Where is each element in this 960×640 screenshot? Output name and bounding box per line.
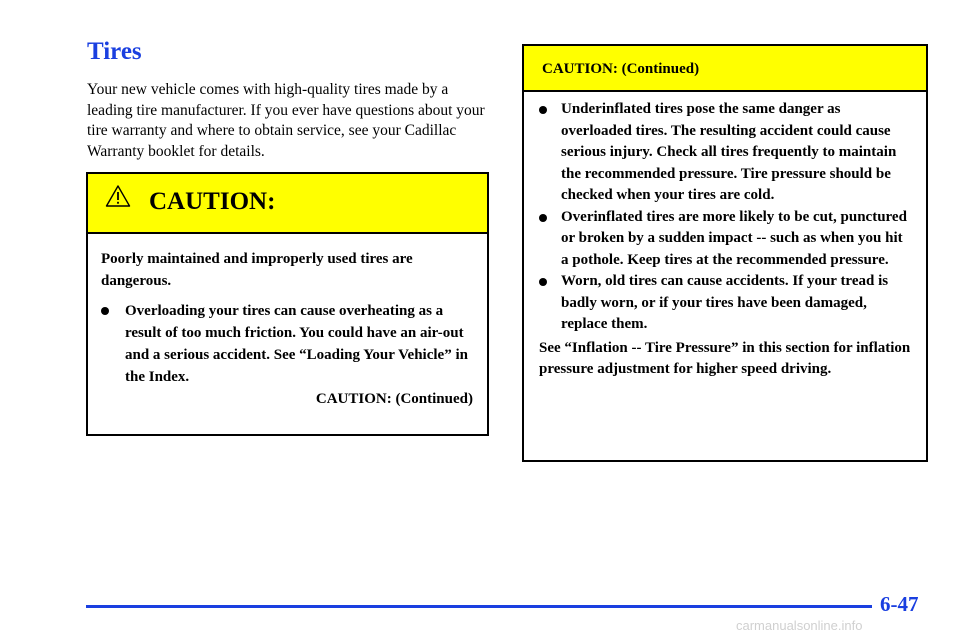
bullet-dot-icon: [539, 106, 547, 114]
caution-continued-heading: CAUTION: (Continued): [542, 61, 700, 77]
caution-header: [88, 174, 487, 234]
caution-bullet: [539, 99, 912, 207]
caution-heading: CAUTION:: [149, 188, 276, 215]
page-title: Tires: [87, 38, 142, 65]
warning-triangle-icon: [105, 184, 131, 208]
caution-closing-text: See “Inflation -- Tire Pressure” in this section for inflation pressure adjustment for higher speed driving.: [539, 339, 911, 377]
page-number: 6-47: [880, 592, 919, 616]
caution-continued-label: CAUTION: (Continued): [315, 391, 473, 407]
caution-continued-box: [522, 44, 928, 462]
intro-paragraph: Your new vehicle comes with high-quality tires made by a leading tire manufacturer. If you ever have questions about your tire warranty and where to obtain service, see your Cadillac Warranty booklet for details.: [87, 81, 485, 160]
caution-bullet: [539, 207, 912, 272]
caution-bullet: [539, 271, 912, 336]
caution-continued-body: [524, 92, 926, 381]
caution-body: [88, 234, 487, 410]
caution-bullet-text: Overinflated tires are more likely to be cut, punctured or broken by a sudden impact -- such as when you hit a pothole. Keep tires at the recommended pressure.: [561, 208, 907, 268]
bullet-dot-icon: [539, 278, 547, 286]
footer-rule: [86, 605, 872, 608]
caution-continued-header: [524, 46, 926, 92]
caution-bullet-text: Overloading your tires can cause overheating as a result of too much friction. You could have an air-out and a serious accident. See “Loading Your Vehicle” in the Index.: [125, 303, 468, 385]
bullet-dot-icon: [539, 214, 547, 222]
caution-bullet-text: Underinflated tires pose the same danger as overloaded tires. The resulting accident could cause serious injury. Check all tires frequently to maintain the recommended pressure. Tire pressure should be checked when your tires are cold.: [561, 101, 897, 203]
caution-box: [86, 172, 489, 436]
bullet-dot-icon: [101, 307, 109, 315]
caution-bullet-text: Worn, old tires can cause accidents. If your tread is badly worn, or if your tires have been damaged, replace them.: [561, 273, 889, 332]
watermark: carmanualsonline.info: [736, 618, 863, 633]
caution-bullet: [101, 300, 473, 388]
caution-lead: Poorly maintained and improperly used tires are dangerous.: [101, 251, 413, 289]
